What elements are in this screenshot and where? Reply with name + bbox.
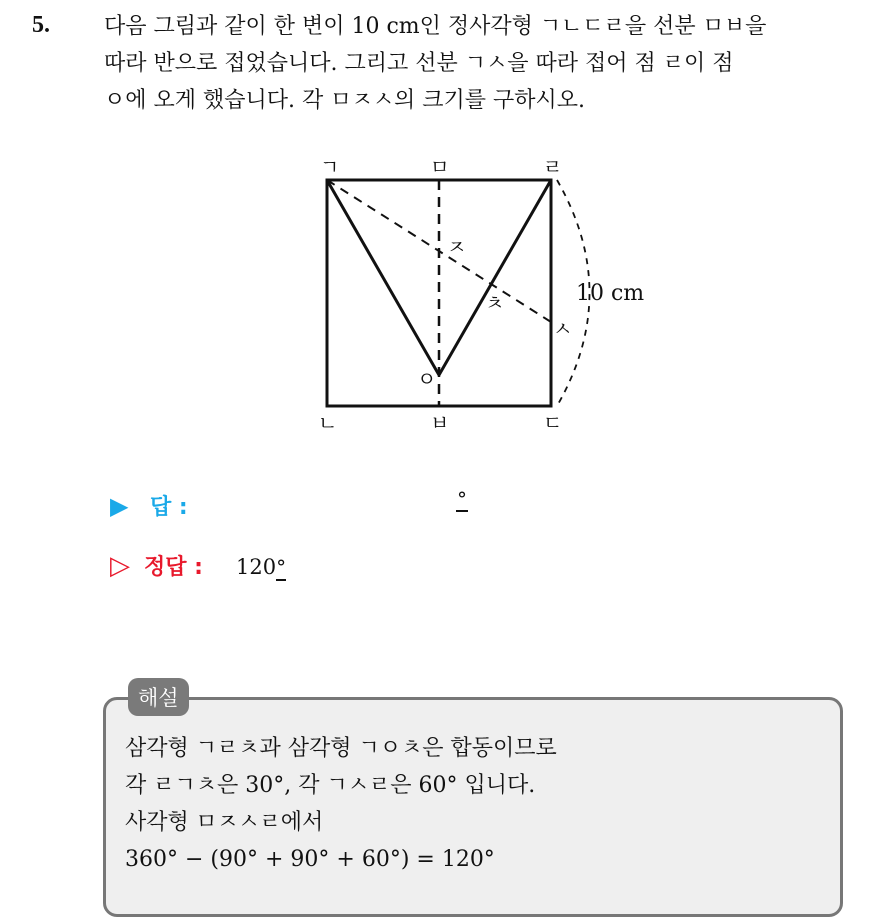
explanation-line-1: 삼각형 ㄱㄹㅊ과 삼각형 ㄱㅇㅊ은 합동이므로 <box>125 736 557 761</box>
question-line-3: ㅇ에 오게 했습니다. 각 ㅁㅈㅅ의 크기를 구하시오. <box>104 88 585 113</box>
answer-row <box>110 490 210 521</box>
answer-label: 답 : <box>150 495 188 520</box>
segment-g-o <box>327 180 439 375</box>
question-number: 5. <box>32 12 50 38</box>
question-line-2: 따라 반으로 접었습니다. 그리고 선분 ㄱㅅ을 따라 접어 점 ㄹ이 점 <box>104 51 734 76</box>
correct-value: 120 <box>236 555 277 579</box>
label-j: ㅈ <box>447 235 467 259</box>
square-folding-figure <box>290 150 670 450</box>
correct-arrow-icon: ▷ <box>110 551 130 581</box>
label-m: ㅁ <box>430 155 450 179</box>
label-b: ㅂ <box>430 411 450 435</box>
label-s: ㅅ <box>553 317 573 341</box>
explanation-line-4: 360° − (90° + 90° + 60°) = 120° <box>125 847 495 872</box>
explanation-text <box>125 730 557 878</box>
side-length-label: 10 cm <box>576 281 645 306</box>
label-ch: ㅊ <box>485 291 505 315</box>
correct-unit: ° <box>276 555 287 579</box>
explanation-tab: 해설 <box>128 678 189 716</box>
answer-unit[interactable]: ° <box>457 487 467 511</box>
explanation-line-2: 각 ㄹㄱㅊ은 30°, 각 ㄱㅅㄹ은 60° 입니다. <box>125 773 536 798</box>
label-g: ㄱ <box>320 155 340 179</box>
correct-answer-row <box>110 550 286 581</box>
answer-arrow-icon: ▶ <box>110 491 129 520</box>
label-n: ㄴ <box>318 411 338 435</box>
label-d: ㄷ <box>543 411 563 435</box>
label-r: ㄹ <box>543 155 563 179</box>
segment-r-o <box>439 180 551 375</box>
explanation-line-3: 사각형 ㅁㅈㅅㄹ에서 <box>125 810 324 835</box>
question-line-1: 다음 그림과 같이 한 변이 10 cm인 정사각형 ㄱㄴㄷㄹ을 선분 ㅁㅂ을 <box>104 14 767 39</box>
correct-label: 정답 : <box>144 555 203 580</box>
question-text <box>104 8 874 119</box>
label-o: ㅇ <box>417 367 437 391</box>
